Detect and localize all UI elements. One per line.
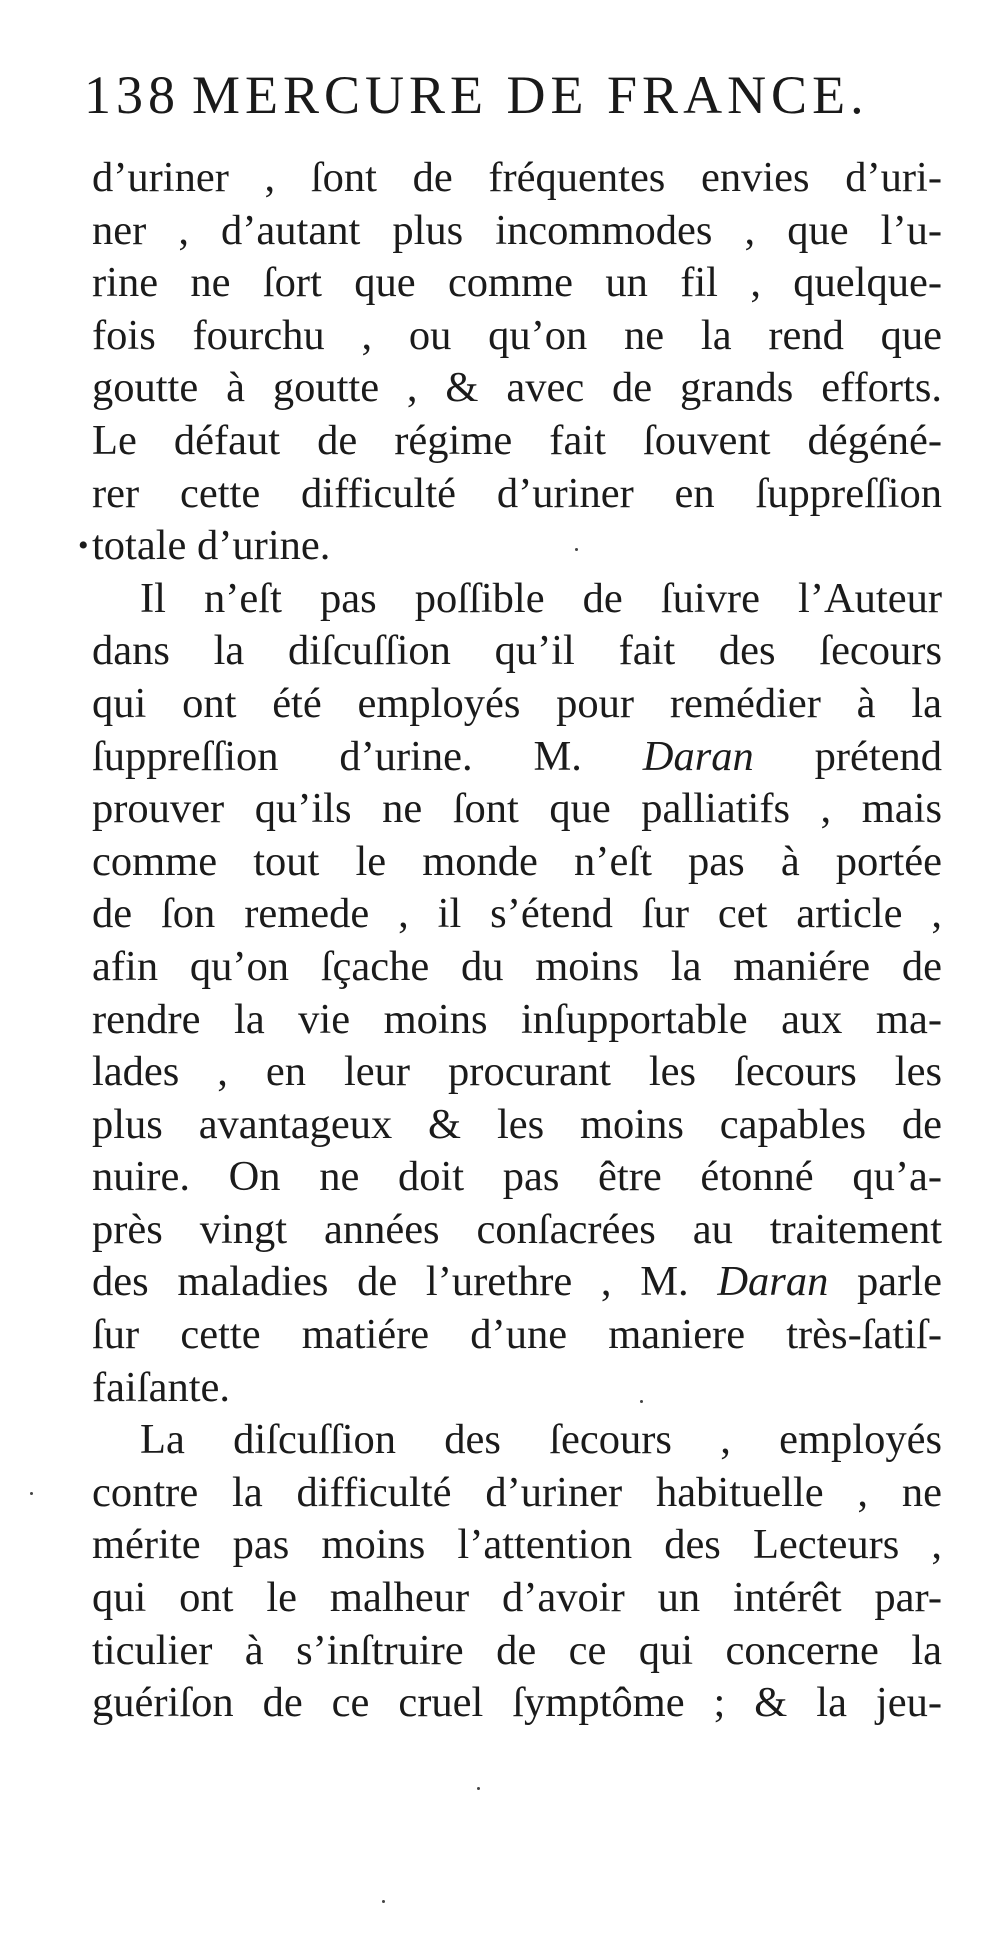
text-line: Le défaut de régime fait ſouvent dégéné- xyxy=(92,416,942,464)
text-line-paragraph-end: faiſante. xyxy=(92,1363,231,1411)
paper-speck xyxy=(640,1400,643,1403)
text-line: qui ont été employés pour remédier à la xyxy=(92,679,942,727)
text-line: goutte à goutte , & avec de grands efforts. xyxy=(92,364,942,412)
text-line: fois fourchu , ou qu’on ne la rend que xyxy=(92,311,942,359)
ink-mark: • xyxy=(78,529,89,563)
text-line: comme tout le monde n’eſt pas à portée xyxy=(92,837,942,885)
text-line: contre la difficulté d’uriner habituelle , ne xyxy=(92,1468,942,1516)
text-line: ticulier à s’inſtruire de ce qui concerne la xyxy=(92,1626,942,1674)
text-line: ner , d’autant plus incommodes , que l’u- xyxy=(92,206,942,254)
text-segment: des maladies de l’urethre , M. xyxy=(92,1258,689,1306)
text-line: de ſon remede , il s’étend ſur cet article , xyxy=(92,890,942,938)
text-line-with-name xyxy=(92,731,942,784)
running-title: MERCURE DE FRANCE. xyxy=(192,65,869,125)
paper-speck xyxy=(382,1900,385,1903)
text-line-content: totale d’urine. xyxy=(92,522,331,570)
text-line-paragraph-start: Il n’eſt pas poſſible de ſuivre l’Auteur xyxy=(140,574,942,622)
paper-speck xyxy=(477,1787,480,1790)
text-line: dans la diſcuſſion qu’il fait des ſecours xyxy=(92,627,942,675)
text-line: qui ont le malheur d’avoir un intérêt par- xyxy=(92,1574,942,1622)
text-segment: parle xyxy=(857,1258,942,1306)
body-text xyxy=(78,152,943,1730)
text-segment: ſuppreſſion d’urine. M. xyxy=(92,732,582,780)
text-line: mérite pas moins l’attention des Lecteurs , xyxy=(92,1521,942,1569)
text-line: afin qu’on ſçache du moins la maniére de xyxy=(92,942,942,990)
text-line-paragraph-end xyxy=(78,520,942,573)
author-name: Daran xyxy=(642,732,754,780)
text-line: nuire. On ne doit pas être étonné qu’a- xyxy=(92,1153,942,1201)
text-line-with-name xyxy=(92,1256,942,1309)
text-segment: prétend xyxy=(814,732,943,780)
paper-speck xyxy=(575,548,578,551)
text-line: rer cette difficulté d’uriner en ſuppreſſion xyxy=(92,469,942,517)
text-line: près vingt années conſacrées au traitement xyxy=(92,1205,942,1253)
text-line: prouver qu’ils ne ſont que palliatifs , mais xyxy=(92,785,942,833)
text-line: d’uriner , ſont de fréquentes envies d’uri- xyxy=(92,154,942,201)
page-number: 138 xyxy=(84,65,180,125)
paper-speck xyxy=(30,1492,33,1495)
text-line: lades , en leur procurant les ſecours les xyxy=(92,1048,942,1096)
text-line: rendre la vie moins inſupportable aux ma- xyxy=(92,995,942,1043)
author-name: Daran xyxy=(717,1258,829,1306)
text-line: rine ne ſort que comme un fil , quelque- xyxy=(92,259,942,307)
text-line: guériſon de ce cruel ſymptôme ; & la jeu- xyxy=(92,1679,942,1727)
running-header xyxy=(84,62,884,128)
text-line: plus avantageux & les moins capables de xyxy=(92,1100,942,1148)
text-line: ſur cette matiére d’une maniere très-ſatiſ- xyxy=(92,1311,942,1359)
text-line-paragraph-start: La diſcuſſion des ſecours , employés xyxy=(140,1416,942,1464)
